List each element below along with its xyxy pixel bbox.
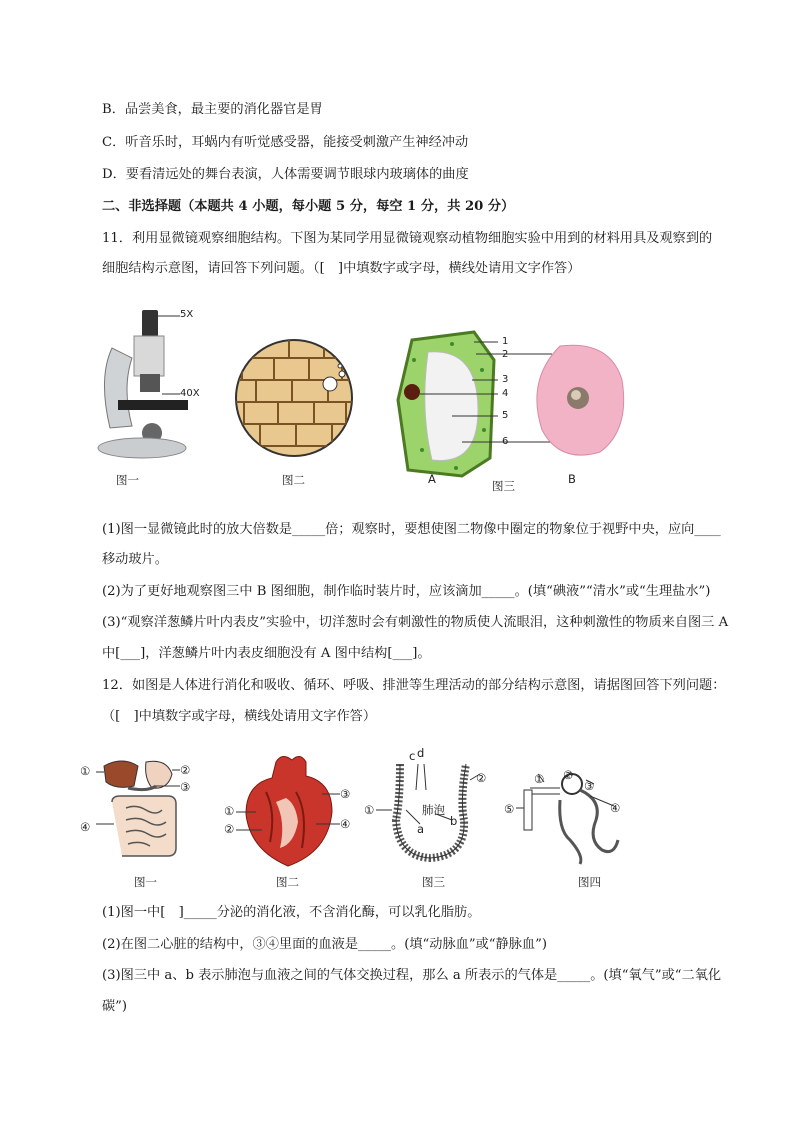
fig12-2-label-1: ① bbox=[224, 804, 235, 818]
objective-mag-label: 40X bbox=[180, 388, 200, 399]
alveolus-label: 肺泡 bbox=[422, 803, 445, 817]
option-b: B．品尝美食，最主要的消化器官是胃 bbox=[102, 102, 323, 117]
fig12-4-label-5: ⑤ bbox=[504, 802, 515, 816]
fig12-3-label-1: ① bbox=[364, 803, 375, 817]
fig12-3-label-d: d bbox=[417, 746, 425, 760]
fig12-3-label-c: c bbox=[409, 749, 416, 763]
cell-label-6: 6 bbox=[502, 436, 509, 447]
q11-part3-line1: (3)“观察洋葱鳞片叶内表皮”实验中，切洋葱时会有刺激性的物质使人流眼泪，这种刺激性的物质来自图三 A bbox=[102, 615, 729, 630]
fig1-caption: 图一 bbox=[116, 473, 139, 487]
cell-label-1: 1 bbox=[502, 336, 509, 347]
cell-a-label: A bbox=[428, 472, 436, 486]
fig12-3-label-a: a bbox=[417, 822, 425, 836]
option-d: D．要看清远处的舞台表演，人体需要调节眼球内玻璃体的曲度 bbox=[102, 167, 469, 182]
q12-part3-line1: (3)图三中 a、b 表示肺泡与血液之间的气体交换过程，那么 a 所表示的气体是_____。(填“氧气”或“二氧化 bbox=[102, 968, 722, 983]
fig12-3-label-2: ② bbox=[476, 771, 487, 785]
fig2-caption: 图二 bbox=[282, 473, 305, 487]
heart-diagram bbox=[236, 752, 346, 870]
q11-part2: (2)为了更好地观察图三中 B 图细胞，制作临时装片时，应该滴加_____。(填“碘液”“清水”或“生理盐水”) bbox=[102, 584, 711, 599]
q12-part1: (1)图一中[ ]_____分泌的消化液，不含消化酶，可以乳化脂肪。 bbox=[102, 905, 481, 920]
fig12-4-label-2: ② bbox=[563, 768, 574, 782]
q11-stem-line1: 11．利用显微镜观察细胞结构。下图为某同学用显微镜观察动植物细胞实验中用到的材料用具及观察到的 bbox=[102, 231, 713, 246]
fig12-4-label-3: ③ bbox=[584, 779, 595, 793]
q11-part1-line2: 移动玻片。 bbox=[102, 552, 168, 567]
eyepiece-mag-label: 5X bbox=[180, 309, 194, 320]
cell-b-label: B bbox=[568, 472, 576, 486]
cell-label-2: 2 bbox=[502, 349, 509, 360]
cell-label-3: 3 bbox=[502, 374, 509, 385]
animal-cell-diagram bbox=[530, 340, 630, 460]
fig12-4-caption: 图四 bbox=[578, 875, 601, 889]
cell-label-5: 5 bbox=[502, 410, 509, 421]
fig12-1-label-4: ④ bbox=[80, 820, 91, 834]
q11-part3-line2: 中[___]，洋葱鳞片叶内表皮细胞没有 A 图中结构[___]。 bbox=[102, 646, 431, 661]
fig12-1-caption: 图一 bbox=[134, 875, 157, 889]
q12-part2: (2)在图二心脏的结构中，③④里面的血液是_____。(填“动脉血”或“静脉血”) bbox=[102, 937, 547, 952]
q11-stem-line2: 细胞结构示意图，请回答下列问题。（[ ]中填数字或字母，横线处请用文字作答） bbox=[102, 261, 581, 276]
q11-part1-line1: (1)图一显微镜此时的放大倍数是_____倍；观察时，要想使图二物像中圈定的物象位于视野中央，应向____ bbox=[102, 522, 721, 537]
fig12-4-label-4: ④ bbox=[610, 801, 621, 815]
fig12-2-label-4: ④ bbox=[340, 817, 351, 831]
digestive-system-diagram bbox=[82, 752, 192, 872]
fig12-1-label-2: ② bbox=[180, 763, 191, 777]
q12-stem-line2: （[ ]中填数字或字母，横线处请用文字作答） bbox=[102, 709, 377, 724]
fig12-3-caption: 图三 bbox=[422, 875, 445, 889]
q12-part3-line2: 碳”) bbox=[102, 999, 128, 1014]
option-c: C．听音乐时，耳蜗内有听觉感受器，能接受刺激产生神经冲动 bbox=[102, 135, 469, 150]
fig12-2-label-3: ③ bbox=[340, 787, 351, 801]
fig12-2-label-2: ② bbox=[224, 822, 235, 836]
onion-cells-view bbox=[234, 338, 354, 458]
cell-label-4: 4 bbox=[502, 388, 509, 399]
fig3-caption: 图三 bbox=[492, 479, 515, 493]
fig12-1-label-1: ① bbox=[80, 764, 91, 778]
fig12-4-label-1: ① bbox=[534, 772, 545, 786]
fig12-3-label-b: b bbox=[450, 814, 458, 828]
fig12-1-label-3: ③ bbox=[180, 780, 191, 794]
section-title: 二、非选择题（本题共 4 小题，每小题 5 分，每空 1 分，共 20 分） bbox=[102, 199, 515, 214]
plant-cell-diagram bbox=[392, 330, 542, 480]
fig12-2-caption: 图二 bbox=[276, 875, 299, 889]
q12-stem-line1: 12．如图是人体进行消化和吸收、循环、呼吸、排泄等生理活动的部分结构示意图，请据图回答下列问题： bbox=[102, 678, 726, 693]
